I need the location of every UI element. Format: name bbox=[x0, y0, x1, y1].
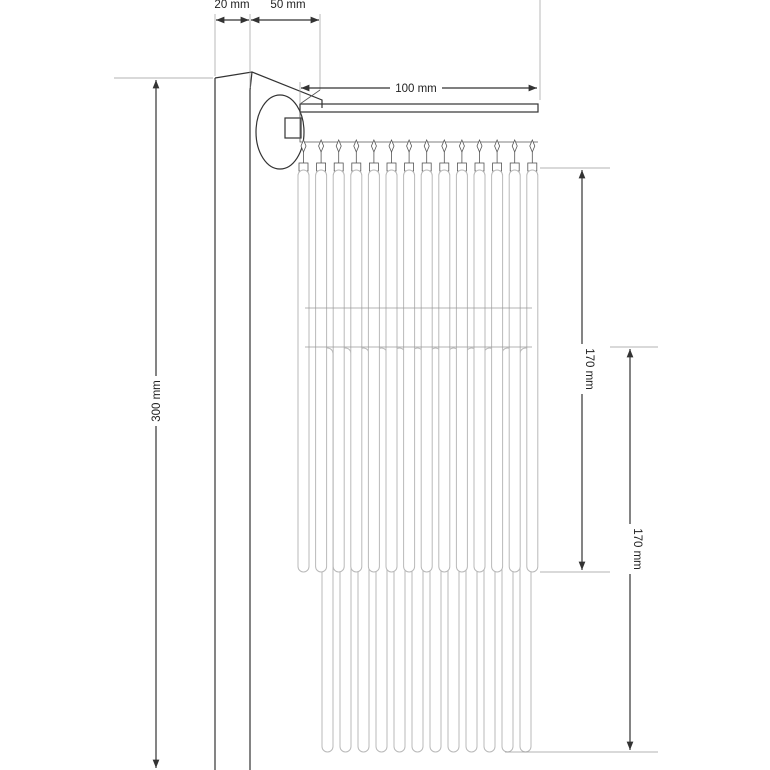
front-crystal-rod bbox=[298, 140, 309, 572]
front-crystal-rod bbox=[333, 140, 344, 572]
wall-depth-label: 20 mm bbox=[214, 0, 250, 11]
mount-canopy bbox=[256, 95, 304, 169]
total-height-dimension bbox=[114, 78, 213, 768]
back-rod-length-label: 170 mm bbox=[631, 528, 643, 570]
total-height-label: 300 mm bbox=[151, 380, 163, 422]
front-crystal-rod bbox=[316, 140, 327, 572]
bar-width-dimension bbox=[300, 80, 537, 104]
front-crystal-rod bbox=[439, 140, 450, 572]
front-crystal-rod bbox=[386, 140, 397, 572]
front-rod-length-dimension bbox=[540, 168, 610, 572]
front-crystal-rod bbox=[421, 140, 432, 572]
support-bar bbox=[300, 90, 538, 142]
front-crystal-rod bbox=[509, 140, 520, 572]
top-dimensions bbox=[214, 0, 540, 100]
bar-width-label: 100 mm bbox=[395, 83, 437, 95]
front-crystal-rod bbox=[527, 140, 538, 572]
front-crystal-rod bbox=[474, 140, 485, 572]
front-crystal-rod bbox=[404, 140, 415, 572]
front-crystal-rod bbox=[368, 140, 379, 572]
front-rod-length-label: 170 mm bbox=[583, 348, 595, 390]
arm-projection-label: 50 mm bbox=[270, 0, 306, 11]
front-crystal-rod bbox=[456, 140, 467, 572]
front-crystal-rod bbox=[351, 140, 362, 572]
front-crystal-rod bbox=[492, 140, 503, 572]
